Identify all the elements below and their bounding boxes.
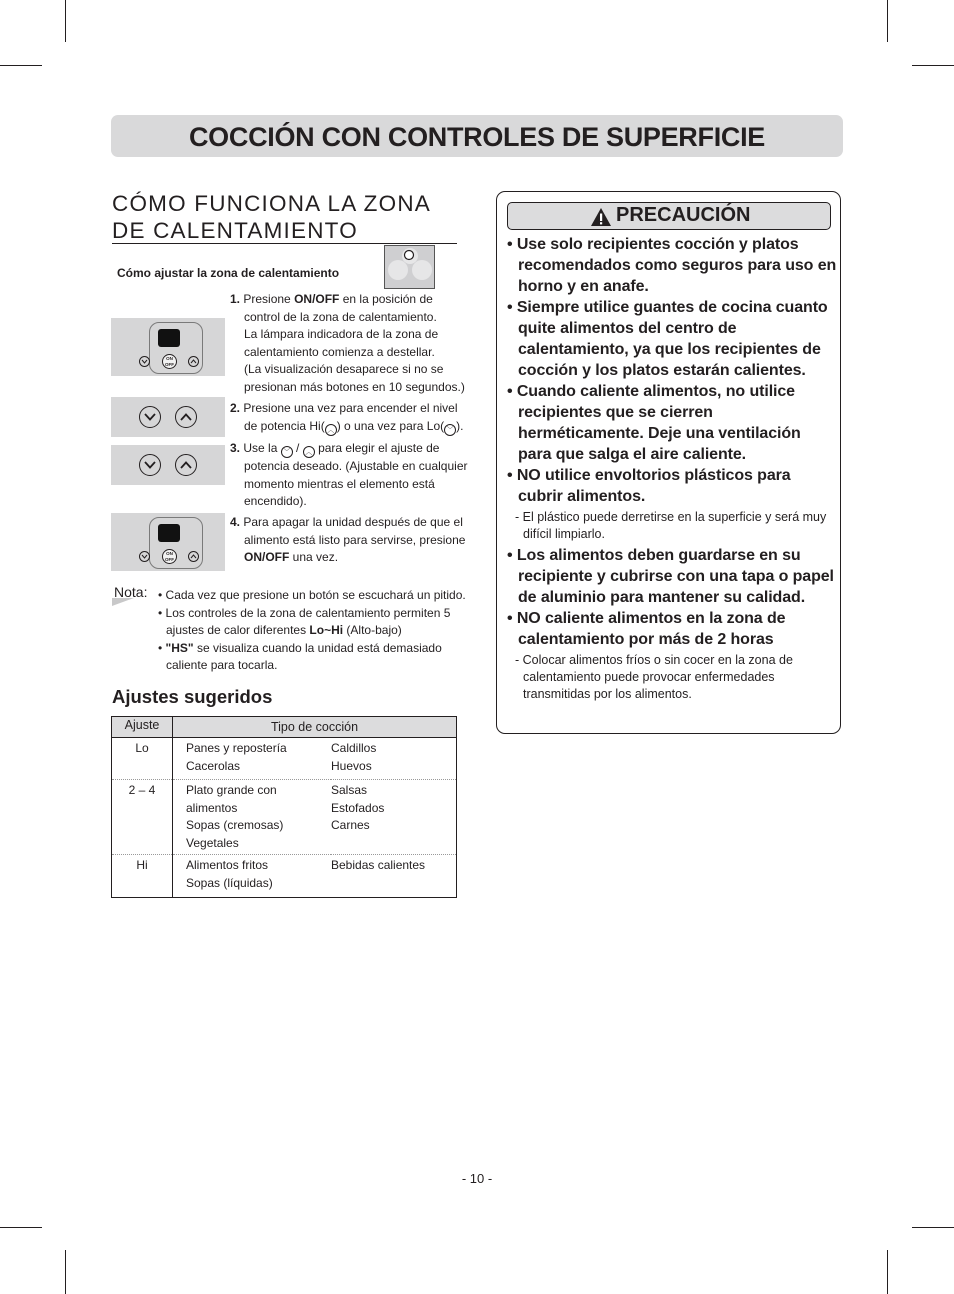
note-text: se visualiza cuando la unidad está demasiado (193, 640, 442, 655)
page-number: - 10 - (461, 1171, 493, 1186)
setting-cell: 2 – 4 (112, 780, 173, 855)
food-item: Alimentos fritos (186, 858, 269, 872)
caution-item: • Cuando caliente alimentos, no utilice recipientes que se cierren herméticamente. Deje una ventilación para que salga el aire caliente. (507, 383, 801, 463)
note-item: caliente para tocarla. (166, 658, 278, 672)
control-panel-image (111, 445, 225, 485)
step-text: Presione (243, 292, 295, 306)
chevron-down-icon: ﹀ (444, 424, 456, 436)
on-label: ON (166, 551, 173, 556)
down-button-icon (139, 551, 150, 562)
step-3 (230, 440, 475, 511)
section-heading: CÓMO FUNCIONA LA ZONA DE CALENTAMIENTO (112, 191, 430, 243)
step-text: / (292, 441, 303, 455)
step-line: control de la zona de calentamiento. (244, 309, 437, 324)
food-item: Plato grande con alimentos (186, 783, 277, 815)
control-panel-image (111, 318, 225, 376)
table-header: Tipo de cocción (173, 717, 457, 738)
off-label: OFF (165, 362, 174, 367)
food-item: Carnes (331, 818, 370, 832)
chevron-up-icon (175, 406, 197, 428)
chevron-down-icon (139, 406, 161, 428)
on-off-button-icon (162, 354, 177, 369)
crop-mark (0, 1227, 42, 1228)
up-button-icon (188, 551, 199, 562)
crop-mark (887, 1250, 888, 1294)
note-bold: "HS" (165, 640, 194, 655)
step-number: 4. (230, 515, 241, 529)
note-text: ajustes de calor diferentes (166, 623, 310, 637)
settings-table (111, 716, 457, 898)
crop-mark (912, 1227, 954, 1228)
step-text: de potencia Hi( (244, 418, 325, 433)
food-item: Bebidas calientes (331, 858, 426, 872)
crop-mark (912, 65, 954, 66)
page-title: COCCIÓN CON CONTROLES DE SUPERFICIE (188, 122, 766, 152)
chevron-up-icon: ︿ (325, 424, 337, 436)
caution-item: • Use solo recipientes cocción y platos recomendados como seguros para uso en horno y en anafe. (507, 236, 837, 295)
step-line: presionan más botones en 10 segundos.) (244, 379, 465, 394)
down-button-icon (139, 356, 150, 367)
crop-mark (887, 0, 888, 42)
note-label: Nota: (114, 584, 148, 600)
crop-mark (65, 0, 66, 42)
step-text: para elegir el ajuste de (314, 441, 440, 455)
setting-cell: Lo (112, 738, 173, 780)
display-screen (158, 524, 180, 542)
caution-item: • NO utilice envoltorios plásticos para cubrir alimentos. (507, 467, 791, 505)
chevron-up-icon: ︿ (303, 446, 315, 458)
food-item: Huevos (331, 758, 372, 773)
food-item: Panes y repostería (186, 741, 287, 755)
caution-subitem: - Colocar alimentos fríos o sin cocer en la zona de calentamiento puede provocar enfermedades transmitidas por los alimentos. (515, 653, 793, 701)
setting-cell: Hi (112, 855, 173, 898)
step-line: (La visualización desaparece si no se (244, 362, 444, 376)
step-text: una vez. (289, 550, 339, 564)
control-panel-image (111, 513, 225, 571)
step-bold: ON/OFF (294, 292, 340, 306)
food-item: Caldillos (331, 741, 377, 755)
step-bold: ON/OFF (244, 550, 290, 564)
chevron-down-icon: ﹀ (281, 446, 293, 458)
chevron-up-icon (175, 454, 197, 476)
step-line: calentamiento comienza a destellar. (244, 344, 435, 359)
note-text: (Alto-bajo) (343, 623, 402, 637)
on-off-button-icon (162, 549, 177, 564)
step-text: ). (456, 418, 464, 433)
step-number: 2. (230, 401, 241, 415)
food-item: Vegetales (186, 835, 239, 850)
step-line: momento mientras el elemento está (244, 476, 435, 491)
step-2 (230, 400, 475, 436)
note-text: • (158, 640, 166, 655)
food-item: Sopas (cremosas) (186, 818, 284, 832)
food-item: Sopas (líquidas) (186, 875, 273, 890)
step-number: 3. (230, 441, 241, 455)
food-item: Salsas (331, 783, 368, 797)
caution-list (507, 234, 837, 705)
title-banner (111, 115, 843, 157)
step-line: alimento está listo para servirse, presione (244, 532, 466, 547)
on-label: ON (166, 356, 173, 361)
table-row (112, 780, 457, 855)
note-bold: Lo~Hi (309, 623, 344, 637)
step-line: encendido). (244, 494, 307, 508)
note-item: • Los controles de la zona de calentamiento permiten 5 (158, 605, 451, 620)
display-screen (158, 329, 180, 347)
control-panel-image (111, 397, 225, 437)
step-line: La lámpara indicadora de la zona de (244, 327, 439, 341)
crop-mark (65, 1250, 66, 1294)
caution-item: • Los alimentos deben guardarse en su recipiente y cubrirse con una tapa o papel de aluminio para mantener su calidad. (507, 547, 834, 606)
food-item: Estofados (331, 800, 385, 815)
subheading: Cómo ajustar la zona de calentamiento (117, 266, 340, 280)
step-1 (230, 291, 475, 396)
caution-item: • Siempre utilice guantes de cocina cuanto quite alimentos del centro de calentamiento, ya que los recipientes de cocción y los platos estarán calientes. (507, 299, 828, 379)
note-list (158, 587, 473, 675)
up-button-icon (188, 356, 199, 367)
step-text: en la posición de (339, 292, 433, 306)
food-item: Cacerolas (186, 758, 241, 773)
table-row (112, 855, 457, 898)
settings-title: Ajustes sugeridos (112, 686, 273, 707)
divider (112, 243, 457, 244)
step-text: Para apagar la unidad después de que el (243, 515, 463, 529)
off-label: OFF (165, 557, 174, 562)
crop-mark (0, 65, 42, 66)
note-item: • Cada vez que presione un botón se escuchará un pitido. (158, 588, 466, 602)
heating-zone-icon (384, 245, 435, 289)
caution-title: PRECAUCIÓN (616, 204, 751, 226)
step-line: potencia deseado. (Ajustable en cualquier (244, 459, 468, 473)
caution-subitem: - El plástico puede derretirse en la superficie y será muy difícil limpiarlo. (515, 510, 827, 541)
chevron-down-icon (139, 454, 161, 476)
step-text: Use la (243, 441, 281, 455)
step-number: 1. (230, 292, 241, 306)
table-row (112, 738, 457, 780)
table-header: Ajuste (112, 717, 173, 738)
caution-item: • NO caliente alimentos en la zona de calentamiento por más de 2 horas (507, 610, 786, 648)
warning-icon (590, 207, 612, 227)
step-4 (230, 514, 475, 567)
step-text: Presione una vez para encender el nivel (243, 401, 458, 415)
step-text: ) o una vez para Lo( (336, 418, 445, 433)
